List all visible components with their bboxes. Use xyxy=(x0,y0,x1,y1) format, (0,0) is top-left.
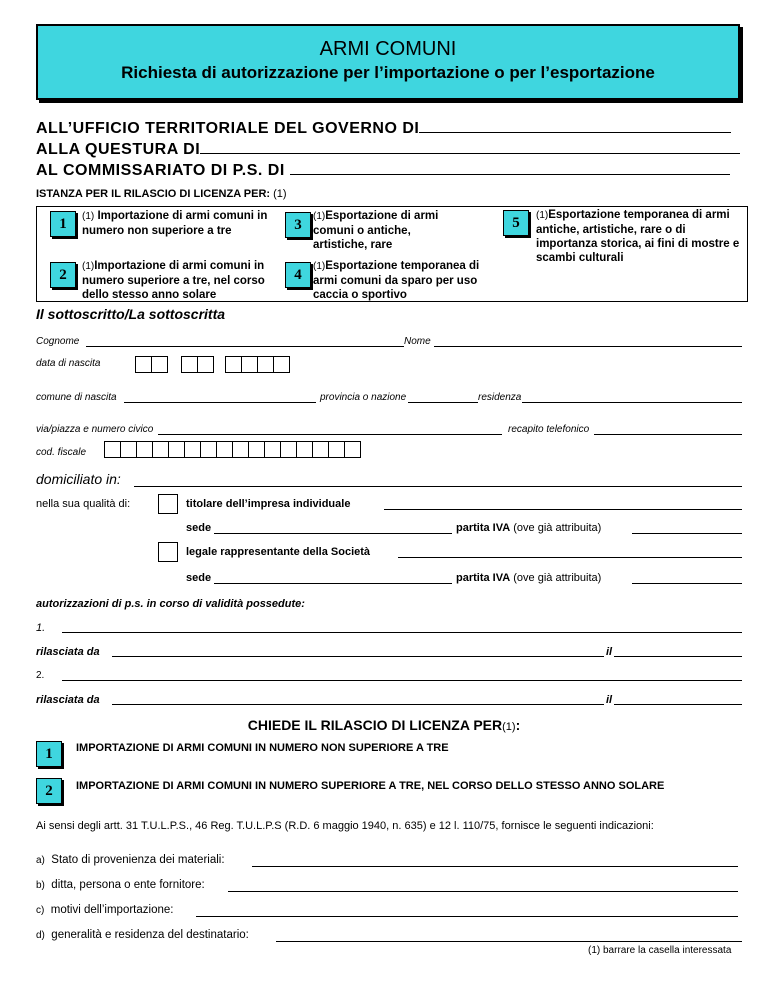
partita-iva-note-2: (ove già attribuita) xyxy=(513,572,602,584)
option-4-text: Esportazione temporanea di armi comuni da sparo per uso caccia o sportivo xyxy=(313,260,480,301)
option-4-label xyxy=(313,259,503,302)
recapito-label: recapito telefonico xyxy=(508,424,590,435)
option-2-text: Importazione di armi comuni in numero superiore a tre, nel corso dello stesso anno solare xyxy=(82,260,265,301)
il-input-line-1[interactable] xyxy=(614,656,742,657)
option-3-checkbox[interactable]: 3 xyxy=(285,212,311,238)
sottoscritto-heading: Il sottoscritto/La sottoscritta xyxy=(36,306,226,322)
data-nascita-label: data di nascita xyxy=(36,358,101,369)
addressee-questura-label: ALLA QUESTURA DI xyxy=(36,141,201,158)
cognome-label: Cognome xyxy=(36,336,80,347)
nome-label: Nome xyxy=(404,336,431,347)
recapito-input-line[interactable] xyxy=(594,434,742,435)
titolare-checkbox[interactable] xyxy=(158,494,178,514)
rilasciata-input-line-1[interactable] xyxy=(112,656,604,657)
autorizzazioni-heading: autorizzazioni di p.s. in corso di validità possedute: xyxy=(36,598,305,610)
commissariato-input-line[interactable] xyxy=(290,160,730,175)
legale-checkbox[interactable] xyxy=(158,542,178,562)
option-5-prefix: (1) xyxy=(536,210,549,221)
option-3-label xyxy=(313,209,463,252)
option-1-text: Importazione di armi comuni in numero non superiore a tre xyxy=(82,210,268,237)
sede-label-1: sede xyxy=(186,522,212,534)
legale-label: legale rappresentante della Società xyxy=(186,546,371,558)
option-2-checkbox[interactable]: 2 xyxy=(50,262,76,288)
header-banner xyxy=(36,24,740,100)
autorizzazione-1-input-line[interactable] xyxy=(62,632,742,633)
indicazione-a-text: Stato di provenienza dei materiali: xyxy=(51,854,225,866)
option-5-checkbox[interactable]: 5 xyxy=(503,210,529,236)
indicazione-b-letter: b) xyxy=(36,880,45,891)
indicazione-b-text: ditta, persona o ente fornitore: xyxy=(51,879,205,891)
chiede-option-1-checkbox[interactable]: 1 xyxy=(36,741,62,767)
via-label: via/piazza e numero civico xyxy=(36,424,154,435)
via-input-line[interactable] xyxy=(158,434,502,435)
indicazione-c-letter: c) xyxy=(36,905,45,916)
sede-input-line-2[interactable] xyxy=(214,583,452,584)
legale-input-line[interactable] xyxy=(398,557,742,558)
chiede-title: CHIEDE IL RILASCIO DI LICENZA PER xyxy=(247,717,503,733)
residenza-input-line[interactable] xyxy=(522,402,742,403)
titolare-label: titolare dell’impresa individuale xyxy=(186,498,351,510)
indicazione-d-text: generalità e residenza del destinatario: xyxy=(51,929,249,941)
chiede-heading xyxy=(0,717,768,733)
nome-input-line[interactable] xyxy=(434,346,742,347)
comune-nascita-input-line[interactable] xyxy=(124,402,316,403)
provincia-input-line[interactable] xyxy=(408,402,478,403)
sede-label-2: sede xyxy=(186,572,212,584)
partita-iva-label-1: partita IVA xyxy=(456,522,511,534)
data-nascita-boxes[interactable] xyxy=(135,356,289,374)
chiede-option-1-label: IMPORTAZIONE DI ARMI COMUNI IN NUMERO NON SUPERIORE A TRE xyxy=(76,742,449,754)
option-2-prefix: (1) xyxy=(82,261,95,272)
option-3-prefix: (1) xyxy=(313,211,326,222)
autorizzazione-2-input-line[interactable] xyxy=(62,680,742,681)
cognome-input-line[interactable] xyxy=(86,346,404,347)
option-2-label xyxy=(82,259,282,302)
chiede-note: (1) xyxy=(502,721,516,733)
indicazione-a-input-line[interactable] xyxy=(252,866,738,867)
partita-iva-input-line-2[interactable] xyxy=(632,583,742,584)
partita-iva-note-1: (ove già attribuita) xyxy=(513,522,602,534)
partita-iva-1 xyxy=(456,522,601,534)
indicazione-c-text: motivi dell’importazione: xyxy=(50,904,174,916)
il-input-line-2[interactable] xyxy=(614,704,742,705)
indicazione-c xyxy=(36,904,173,916)
comune-nascita-label: comune di nascita xyxy=(36,392,117,403)
option-1-prefix: (1) xyxy=(82,211,95,222)
sede-input-line-1[interactable] xyxy=(214,533,452,534)
qualita-label: nella sua qualità di: xyxy=(36,498,131,510)
rilasciata-label-2: rilasciata da xyxy=(36,694,100,706)
domiciliato-input-line[interactable] xyxy=(134,486,742,487)
form-title: ARMI COMUNI xyxy=(319,38,457,60)
istanza-note: (1) xyxy=(273,188,287,200)
il-label-1: il xyxy=(606,646,613,658)
addressee-ufficio-label: ALL’UFFICIO TERRITORIALE DEL GOVERNO DI xyxy=(36,120,420,137)
provincia-label: provincia o nazione xyxy=(320,392,407,403)
partita-iva-input-line-1[interactable] xyxy=(632,533,742,534)
indicazione-c-input-line[interactable] xyxy=(196,916,738,917)
cod-fiscale-label: cod. fiscale xyxy=(36,447,87,458)
option-1-checkbox[interactable]: 1 xyxy=(50,211,76,237)
addressee-ufficio xyxy=(36,118,731,138)
titolare-input-line[interactable] xyxy=(384,509,742,510)
rilasciata-input-line-2[interactable] xyxy=(112,704,604,705)
domiciliato-label: domiciliato in: xyxy=(36,471,121,487)
option-5-text: Esportazione temporanea di armi antiche, artistiche, rare o di importanza storica, ai fini di mostre e scambi culturali xyxy=(536,209,740,264)
legal-text: Ai sensi degli artt. 31 T.U.L.P.S., 46 Reg. T.U.L.P.S (R.D. 6 maggio 1940, n. 635) e 12 l. 110/75, fornisce le seguenti indicazioni: xyxy=(36,820,654,832)
indicazione-a-letter: a) xyxy=(36,855,45,866)
indicazione-d-input-line[interactable] xyxy=(276,941,742,942)
chiede-colon: : xyxy=(515,717,521,733)
form-subtitle: Richiesta di autorizzazione per l’importazione o per l’esportazione xyxy=(121,63,655,82)
rilasciata-label-1: rilasciata da xyxy=(36,646,100,658)
chiede-option-2-label: IMPORTAZIONE DI ARMI COMUNI IN NUMERO SUPERIORE A TRE, NEL CORSO DELLO STESSO ANNO SOLARE xyxy=(76,780,665,792)
indicazione-b xyxy=(36,879,205,891)
partita-iva-label-2: partita IVA xyxy=(456,572,511,584)
autorizzazione-2-num: 2. xyxy=(36,670,45,681)
ufficio-input-line[interactable] xyxy=(419,118,731,133)
option-3-text: Esportazione di armi comuni o antiche, artistiche, rare xyxy=(313,210,439,251)
autorizzazione-1-num: 1. xyxy=(36,622,46,634)
partita-iva-2 xyxy=(456,572,601,584)
indicazione-d-letter: d) xyxy=(36,930,45,941)
indicazione-a xyxy=(36,854,225,866)
il-label-2: il xyxy=(606,694,613,706)
cod-fiscale-boxes[interactable] xyxy=(104,441,360,459)
residenza-label: residenza xyxy=(478,392,522,403)
indicazione-b-input-line[interactable] xyxy=(228,891,738,892)
option-1-label xyxy=(82,209,282,238)
istanza-label: ISTANZA PER IL RILASCIO DI LICENZA PER: xyxy=(36,188,271,200)
addressee-commissariato-label: AL COMMISSARIATO DI P.S. DI xyxy=(36,162,285,179)
addressee-questura xyxy=(36,139,740,159)
istanza-heading xyxy=(36,188,287,200)
option-5-label xyxy=(536,208,746,265)
option-4-prefix: (1) xyxy=(313,261,326,272)
questura-input-line[interactable] xyxy=(200,139,740,154)
chiede-option-2-checkbox[interactable]: 2 xyxy=(36,778,62,804)
indicazione-d xyxy=(36,929,249,941)
option-4-checkbox[interactable]: 4 xyxy=(285,262,311,288)
footnote: (1) barrare la casella interessata xyxy=(588,945,732,956)
addressee-commissariato xyxy=(36,160,730,180)
